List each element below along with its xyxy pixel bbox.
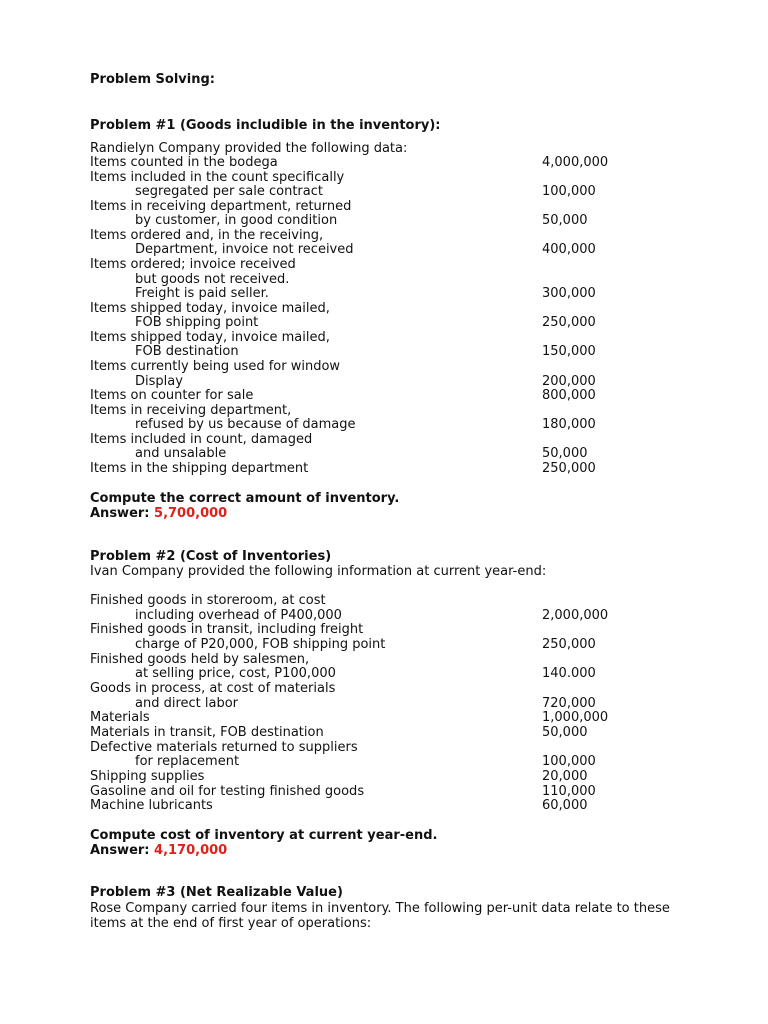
p2-line: including overhead of P400,000 (135, 608, 342, 623)
p1-amount: 250,000 (542, 315, 596, 330)
p1-amount: 200,000 (542, 374, 596, 389)
p1-amount: 4,000,000 (542, 155, 609, 170)
p1-line: Items in receiving department, (90, 403, 292, 418)
p1-line: Items currently being used for window (90, 359, 341, 374)
problem-1-answer (90, 506, 227, 521)
p1-amount: 50,000 (542, 213, 588, 228)
p1-amount: 100,000 (542, 184, 596, 199)
p1-line: Items on counter for sale (90, 388, 254, 403)
answer-value: 4,170,000 (154, 843, 228, 858)
p2-line: Finished goods held by salesmen, (90, 652, 310, 667)
p2-line: for replacement (135, 754, 240, 769)
p2-line: Machine lubricants (90, 798, 213, 813)
p1-amount: 150,000 (542, 344, 596, 359)
p2-line: Defective materials returned to suppliers (90, 740, 358, 755)
problem-1-question: Compute the correct amount of inventory. (90, 491, 400, 506)
answer-value: 5,700,000 (154, 506, 228, 521)
problem-2-question: Compute cost of inventory at current year-end. (90, 828, 438, 843)
heading: Problem Solving: (90, 72, 215, 87)
p2-line: Gasoline and oil for testing finished goods (90, 784, 365, 799)
p1-line: Items ordered; invoice received (90, 257, 296, 272)
p2-line: Finished goods in storeroom, at cost (90, 593, 326, 608)
p2-amount: 140.000 (542, 666, 596, 681)
p2-amount: 50,000 (542, 725, 588, 740)
p1-line: Items in the shipping department (90, 461, 309, 476)
answer-label: Answer: (90, 843, 150, 858)
answer-label: Answer: (90, 506, 150, 521)
p1-line: and unsalable (135, 446, 227, 461)
problem-2-title: Problem #2 (Cost of Inventories) (90, 549, 332, 564)
p1-line: Items counted in the bodega (90, 155, 278, 170)
p2-amount: 2,000,000 (542, 608, 609, 623)
p2-line: Goods in process, at cost of materials (90, 681, 336, 696)
p1-line: Items shipped today, invoice mailed, (90, 330, 330, 345)
problem-3-intro: Rose Company carried four items in inventory. The following per-unit data relate to these items at the end of first year of operations: (90, 901, 670, 931)
p1-line: Items in receiving department, returned (90, 199, 352, 214)
p1-amount: 250,000 (542, 461, 596, 476)
p1-line: by customer, in good condition (135, 213, 338, 228)
p1-line: Freight is paid seller. (135, 286, 269, 301)
p2-amount: 1,000,000 (542, 710, 609, 725)
p1-amount: 50,000 (542, 446, 588, 461)
p1-amount: 800,000 (542, 388, 596, 403)
p2-line: charge of P20,000, FOB shipping point (135, 637, 386, 652)
p1-line: Items included in count, damaged (90, 432, 313, 447)
p2-line: and direct labor (135, 696, 239, 711)
p2-amount: 250,000 (542, 637, 596, 652)
p2-amount: 100,000 (542, 754, 596, 769)
p2-line: Materials in transit, FOB destination (90, 725, 324, 740)
problem-3-title: Problem #3 (Net Realizable Value) (90, 885, 343, 900)
p1-line: FOB shipping point (135, 315, 259, 330)
p1-line: segregated per sale contract (135, 184, 323, 199)
problem-1-title: Problem #1 (Goods includible in the inventory): (90, 118, 441, 133)
p2-amount: 110,000 (542, 784, 596, 799)
p2-amount: 60,000 (542, 798, 588, 813)
p2-line: Finished goods in transit, including freight (90, 622, 364, 637)
p2-line: Materials (90, 710, 150, 725)
p2-amount: 720,000 (542, 696, 596, 711)
p1-line: Department, invoice not received (135, 242, 354, 257)
p1-line: Items ordered and, in the receiving, (90, 228, 324, 243)
p2-line: at selling price, cost, P100,000 (135, 666, 336, 681)
problem-2-intro: Ivan Company provided the following information at current year-end: (90, 564, 547, 579)
p1-amount: 180,000 (542, 417, 596, 432)
p1-amount: 300,000 (542, 286, 596, 301)
p1-line: Items shipped today, invoice mailed, (90, 301, 330, 316)
p1-line: refused by us because of damage (135, 417, 356, 432)
p1-line: FOB destination (135, 344, 239, 359)
p1-line: Display (135, 374, 183, 389)
p2-line: Shipping supplies (90, 769, 205, 784)
p2-amount: 20,000 (542, 769, 588, 784)
problem-1-intro: Randielyn Company provided the following data: (90, 141, 408, 156)
p1-line: Items included in the count specifically (90, 170, 345, 185)
p1-line: but goods not received. (135, 272, 290, 287)
p1-amount: 400,000 (542, 242, 596, 257)
problem-2-answer (90, 843, 227, 858)
